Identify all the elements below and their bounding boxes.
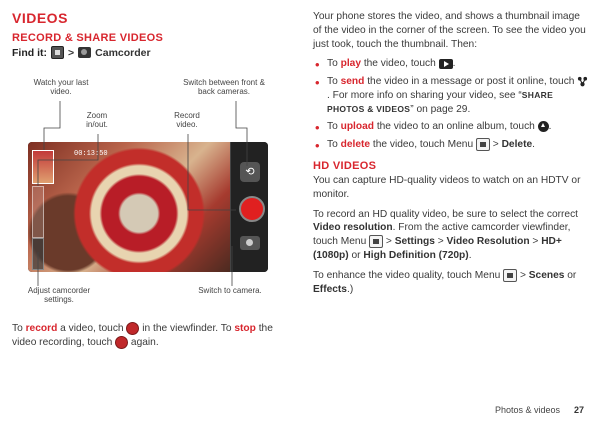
text-run: . [468, 250, 472, 262]
play-icon [439, 59, 453, 69]
list-item [313, 57, 590, 71]
setting-name: Video resolution [313, 222, 393, 234]
setting-name: Settings [394, 236, 435, 248]
keyword-delete: delete [340, 139, 371, 151]
keyword-play: play [340, 58, 361, 70]
list-item [313, 75, 590, 116]
text-run: > [434, 236, 447, 248]
page-title: VIDEOS [12, 10, 68, 26]
keyword-record: record [25, 323, 58, 335]
text-run: To [327, 76, 341, 88]
text-run: To record an HD quality video, be sure to select the correct [313, 208, 579, 220]
hd-paragraph-3 [313, 269, 590, 297]
text-run: the video, touch [360, 58, 439, 70]
callout-zoom: Zoom in/out. [86, 111, 108, 130]
callout-switch-front-back: Switch between front & back cameras. [183, 78, 265, 97]
text-run: . For more info on sharing your video, see “ [327, 89, 522, 101]
text-run: > [383, 236, 395, 248]
menu-icon [369, 235, 383, 248]
text-run: > [489, 139, 502, 151]
text-run: To enhance the video quality, touch Menu [313, 270, 504, 282]
find-it-separator: > [68, 46, 75, 59]
callout-adjust: Adjust camcorder settings. [27, 286, 91, 305]
callout-watch-last: Watch your last video. [33, 78, 89, 97]
text-run: . [548, 121, 552, 133]
text-run: the video, touch Menu [370, 139, 476, 151]
callout-record: Record video. [174, 111, 200, 130]
share-icon [577, 76, 588, 87]
text-run: To [327, 58, 341, 70]
text-run: To [327, 121, 341, 133]
setting-name: HD+ (1080p) [313, 236, 562, 262]
record-timer: 00:13:50 [74, 150, 108, 158]
list-item [313, 138, 590, 152]
text-run: or [348, 250, 364, 262]
delete-action: Delete [501, 139, 533, 151]
hd-paragraph-2 [313, 208, 590, 263]
text-run: > [529, 236, 542, 248]
text-run: . [532, 139, 535, 151]
text-run: the video in a message or post it online, touch [364, 76, 578, 88]
text-run: a video, touch [57, 323, 127, 335]
list-item [313, 120, 590, 134]
stop-icon [115, 336, 128, 349]
section-title: RECORD & SHARE VIDEOS [12, 32, 164, 44]
page-footer [495, 405, 584, 415]
setting-name: High Definition (720p) [363, 250, 469, 262]
text-run: > [517, 270, 529, 282]
hd-paragraph-1: You can capture HD-quality videos to watch on an HDTV or monitor. [313, 175, 581, 200]
text-run: .) [346, 283, 354, 295]
keyword-upload: upload [340, 121, 374, 133]
text-run: or [564, 270, 577, 282]
cross-reference: SHARE PHOTOS & VIDEOS [327, 89, 554, 114]
text-run: the video recording, touch [12, 323, 273, 349]
text-run: . [452, 58, 456, 70]
upload-icon [538, 121, 549, 132]
page-number: 27 [573, 405, 584, 415]
find-it-target: Camcorder [95, 46, 151, 59]
intro-paragraph: Your phone stores the video, and shows a thumbnail image of the video in the corner of the screen. To see the video you just took, touch the thumbnail. Then: [313, 11, 586, 50]
text-run: the video to an online album, touch [373, 121, 538, 133]
callout-lines [0, 0, 300, 320]
text-run: ” on page 29. [410, 103, 471, 115]
text-run: To [12, 323, 26, 335]
setting-name: Scenes [528, 270, 565, 282]
setting-name: Effects [313, 283, 347, 295]
switch-camera-front-back-icon[interactable]: ⟲ [240, 162, 260, 182]
menu-icon [476, 138, 490, 151]
record-icon [126, 322, 139, 335]
text-run: in the viewfinder. To [139, 323, 235, 335]
footer-section: Photos & videos [494, 405, 560, 415]
keyword-stop: stop [234, 323, 256, 335]
callout-switch-camera: Switch to camera. [198, 286, 262, 295]
find-it-label: Find it: [12, 46, 47, 59]
right-column [313, 10, 590, 303]
keyword-send: send [340, 76, 365, 88]
record-instructions [12, 322, 297, 356]
video-actions-list [313, 57, 590, 152]
hd-section-title: HD VIDEOS [313, 160, 377, 173]
text-run: To [327, 139, 341, 151]
menu-icon [503, 269, 517, 282]
text-run: again. [128, 337, 159, 349]
text-run: . From the active camcorder viewfinder, touch Menu [313, 222, 571, 248]
setting-name: Video Resolution [446, 236, 530, 248]
record-paragraph [12, 322, 297, 350]
